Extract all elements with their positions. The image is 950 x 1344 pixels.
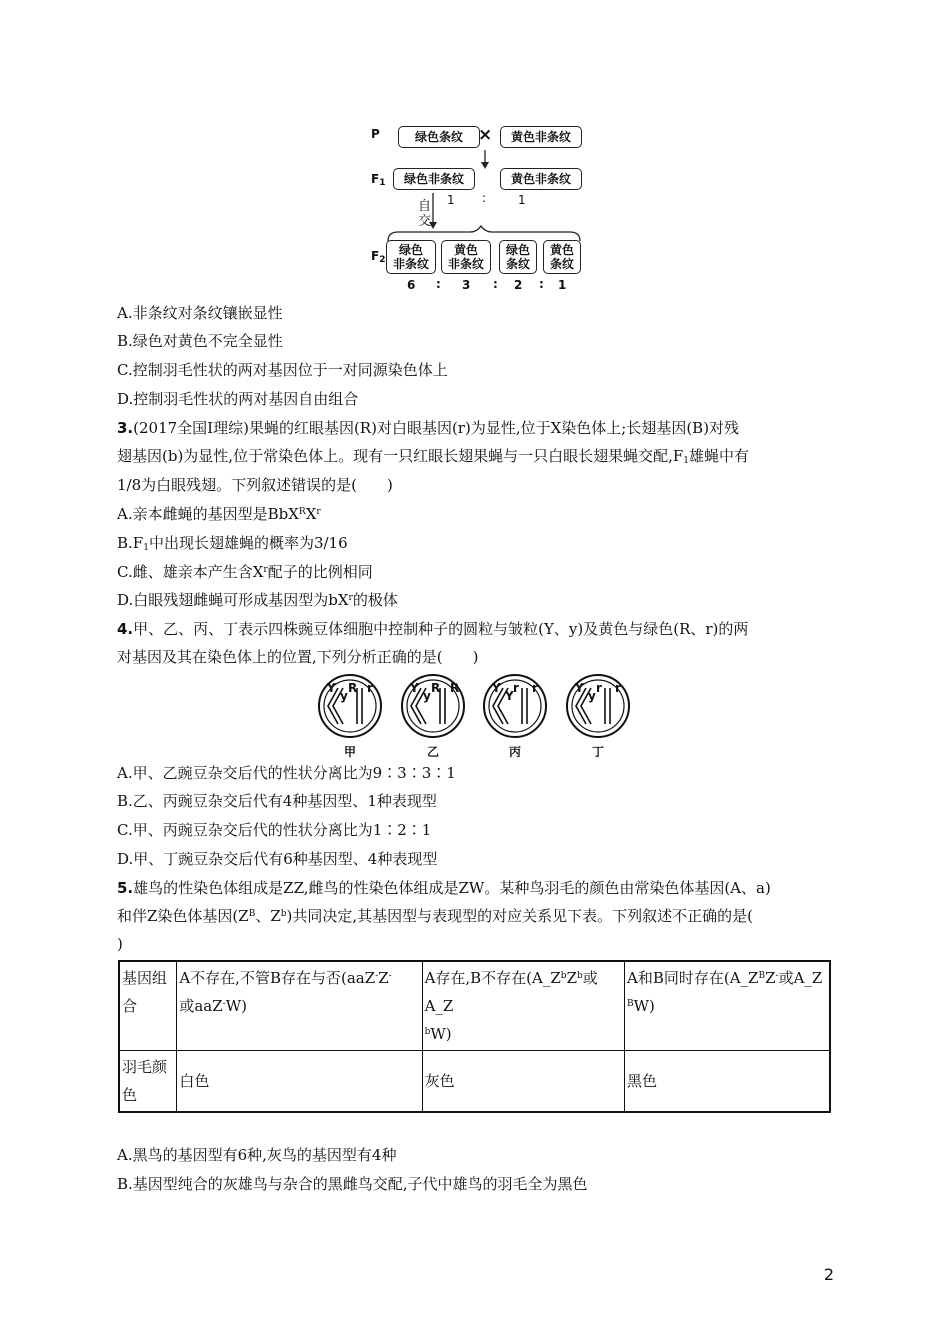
parent-left-box: 绿色条纹 (398, 126, 480, 148)
cell-jia-gene-3: R (348, 681, 358, 695)
q5-stem-line-1: 5.雄鸟的性染色体组成是ZZ,雌鸟的性染色体组成是ZW。某种鸟羽毛的颜色由常染色体基因(A、a) (117, 879, 771, 897)
table-cell-white-genotype: A不存在,不管B存在与否(aaZ-Z- 或aaZ-W) (177, 961, 422, 1051)
table-header-feather-color: 羽毛颜色 (119, 1051, 177, 1113)
q4-option-a: A.甲、乙豌豆杂交后代的性状分离比为9∶3∶3∶1 (117, 764, 456, 782)
table-cell-gray: 灰色 (422, 1051, 624, 1113)
f2-ratio-6: 6 (407, 278, 416, 292)
f1-label: $F_1$ (371, 172, 386, 188)
q3-stem-line-2: 翅基因(b)为显性,位于常染色体上。现有一只红眼长翅果蝇与一只白眼长翅果蝇交配$,F_1$雄蝇中有 (117, 447, 750, 466)
cell-bing-gene-1: Y (492, 681, 501, 695)
cell-jia-name: 甲 (344, 745, 357, 759)
f2-box-green-striped: 绿色 条纹 (499, 240, 537, 274)
f2-ratio-colon-2: : (493, 277, 498, 291)
cell-bing-name: 丙 (509, 745, 522, 759)
cell-yi-gene-2: y (423, 689, 431, 703)
cell-ding-gene-1: Y (575, 681, 584, 695)
f1-ratio-left: 1 (447, 193, 455, 207)
f2-label: $F_2$ (371, 249, 386, 265)
f2-ratio-1: 1 (558, 278, 567, 292)
table-cell-white: 白色 (177, 1051, 422, 1113)
q4-option-d: D.甲、丁豌豆杂交后代有6种基因型、4种表现型 (117, 850, 438, 868)
parent-right-box: 黄色非条纹 (500, 126, 582, 148)
q5-stem-line-3: ) (117, 935, 123, 953)
cell-ding-gene-4: r (615, 681, 621, 695)
table-row (119, 1051, 830, 1113)
table-cell-gray-genotype: A存在,B不存在($A\_Z^bZ^b$或A_Z $^b$W) (422, 961, 624, 1051)
table-row (119, 961, 830, 1051)
page-number: 2 (823, 1265, 834, 1284)
cell-ding-gene-3: r (596, 681, 602, 695)
f2-box-green-nonstriped: 绿色 非条纹 (386, 240, 436, 274)
cell-yi-gene-4: R (450, 681, 460, 695)
q2-option-b: B.绿色对黄色不完全显性 (117, 332, 283, 350)
cell-bing-gene-4: r (532, 681, 538, 695)
q3-option-b: $B.F_1$中出现长翅雄蝇的概率为3/16 (117, 534, 348, 553)
table-cell-black: 黑色 (625, 1051, 830, 1113)
cell-jia-gene-4: r (367, 681, 373, 695)
cell-jia-gene-1: Y (327, 681, 336, 695)
f2-box-yellow-nonstriped: 黄色 非条纹 (441, 240, 491, 274)
table-header-genotype: 基因组合 (119, 961, 177, 1051)
q4-stem-line-1: 4.甲、乙、丙、丁表示四株豌豆体细胞中控制种子的圆粒与皱粒(Y、y)及黄色与绿色(R、r)的两 (117, 620, 749, 638)
q3-stem-line-3: 1/8为白眼残翅。下列叙述错误的是( ) (117, 476, 393, 494)
cell-ding-name: 丁 (592, 745, 605, 759)
selfing-label-1: 自 (418, 199, 432, 214)
f1-ratio-colon: : (482, 191, 487, 205)
q3-stem-line-1: 3.(2017全国Ⅰ理综)果蝇的红眼基因(R)对白眼基因(r)为显性,位于X染色体上;长翅基因(B)对残 (117, 419, 740, 437)
cell-jia-gene-2: y (340, 689, 348, 703)
f2-ratio-2: 2 (514, 278, 523, 292)
q5-option-a: A.黑鸟的基因型有6种,灰鸟的基因型有4种 (117, 1146, 397, 1164)
q4-stem-line-2: 对基因及其在染色体上的位置,下列分析正确的是( ) (117, 648, 479, 666)
cell-ding-gene-2: y (588, 689, 596, 703)
q2-option-d: D.控制羽毛性状的两对基因自由组合 (117, 390, 359, 408)
q5-stem-line-2: 和伴Z染色体基因($Z^B$、$Z^b$)共同决定,其基因型与表现型的对应关系见下表。下列叙述不正确的是( (117, 907, 754, 925)
f2-ratio-colon-1: : (436, 277, 441, 291)
q3-option-a: A.亲本雌蝇的基因型是$BbX^RX^r$ (117, 505, 321, 523)
f1-left-box: 绿色非条纹 (393, 168, 475, 190)
genotype-table (118, 960, 831, 1113)
cell-yi-name: 乙 (427, 745, 440, 759)
table-cell-black-genotype: A和B同时存在($A\_Z^BZ^-$或A_Z $^B$W) (625, 961, 830, 1051)
f1-right-box: 黄色非条纹 (500, 168, 582, 190)
q2-option-c: C.控制羽毛性状的两对基因位于一对同源染色体上 (117, 361, 448, 379)
q2-option-a: A.非条纹对条纹镶嵌显性 (117, 304, 283, 322)
q5-option-b: B.基因型纯合的灰雄鸟与杂合的黑雌鸟交配,子代中雄鸟的羽毛全为黑色 (117, 1175, 588, 1193)
cell-bing-gene-3: r (513, 681, 519, 695)
q4-option-c: C.甲、丙豌豆杂交后代的性状分离比为1∶2∶1 (117, 821, 432, 839)
q3-option-d: D.白眼残翅雌蝇可形成基因型为$bX^r$的极体 (117, 591, 398, 609)
selfing-label-2: 交 (418, 214, 432, 229)
f2-ratio-3: 3 (462, 278, 471, 292)
q3-option-c: C.雌、雄亲本产生含$X^r$配子的比例相同 (117, 563, 373, 581)
f2-ratio-colon-3: : (539, 277, 544, 291)
f1-ratio-right: 1 (518, 193, 526, 207)
cell-yi-gene-3: R (431, 681, 441, 695)
f2-box-yellow-striped: 黄色 条纹 (543, 240, 581, 274)
cell-bing-gene-2: Y (505, 689, 514, 703)
q4-option-b: B.乙、丙豌豆杂交后代有4种基因型、1种表现型 (117, 792, 437, 810)
cell-yi-gene-1: Y (410, 681, 419, 695)
p-label: P (371, 127, 380, 141)
cross-symbol: × (478, 125, 493, 145)
